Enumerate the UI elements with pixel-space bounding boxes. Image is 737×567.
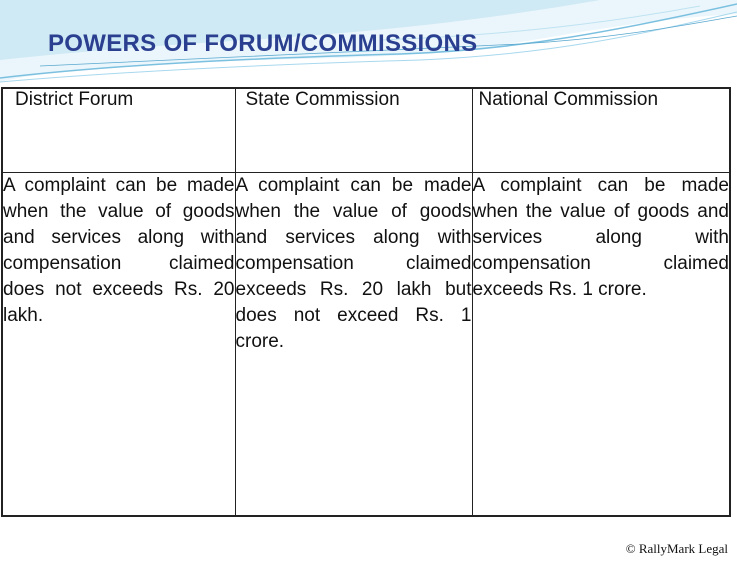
header-district-forum: District Forum (2, 88, 235, 173)
powers-table (1, 87, 731, 517)
table-row (2, 173, 730, 517)
cell-district-forum (2, 173, 235, 517)
page-title: POWERS OF FORUM/COMMISSIONS (48, 30, 478, 57)
table-header-row (2, 88, 730, 173)
cell-state-commission (235, 173, 472, 517)
header-national-commission: National Commission (472, 88, 730, 173)
national-commission-text: A complaint can be made when the value of goods and services along with compensation claimed exceeds Rs. 1 crore. (472, 175, 729, 300)
state-commission-text: A complaint can be made when the value of goods and services along with compensation claimed exceeds Rs. 20 lakh but does not exceed Rs. 1 crore. (235, 175, 472, 352)
cell-national-commission (472, 173, 730, 517)
header-state-commission: State Commission (235, 88, 472, 173)
district-forum-text: A complaint can be made when the value of goods and services along with compensation claimed does not exceeds Rs. 20 lakh. (3, 175, 235, 326)
copyright-footer: © RallyMark Legal (625, 541, 728, 556)
